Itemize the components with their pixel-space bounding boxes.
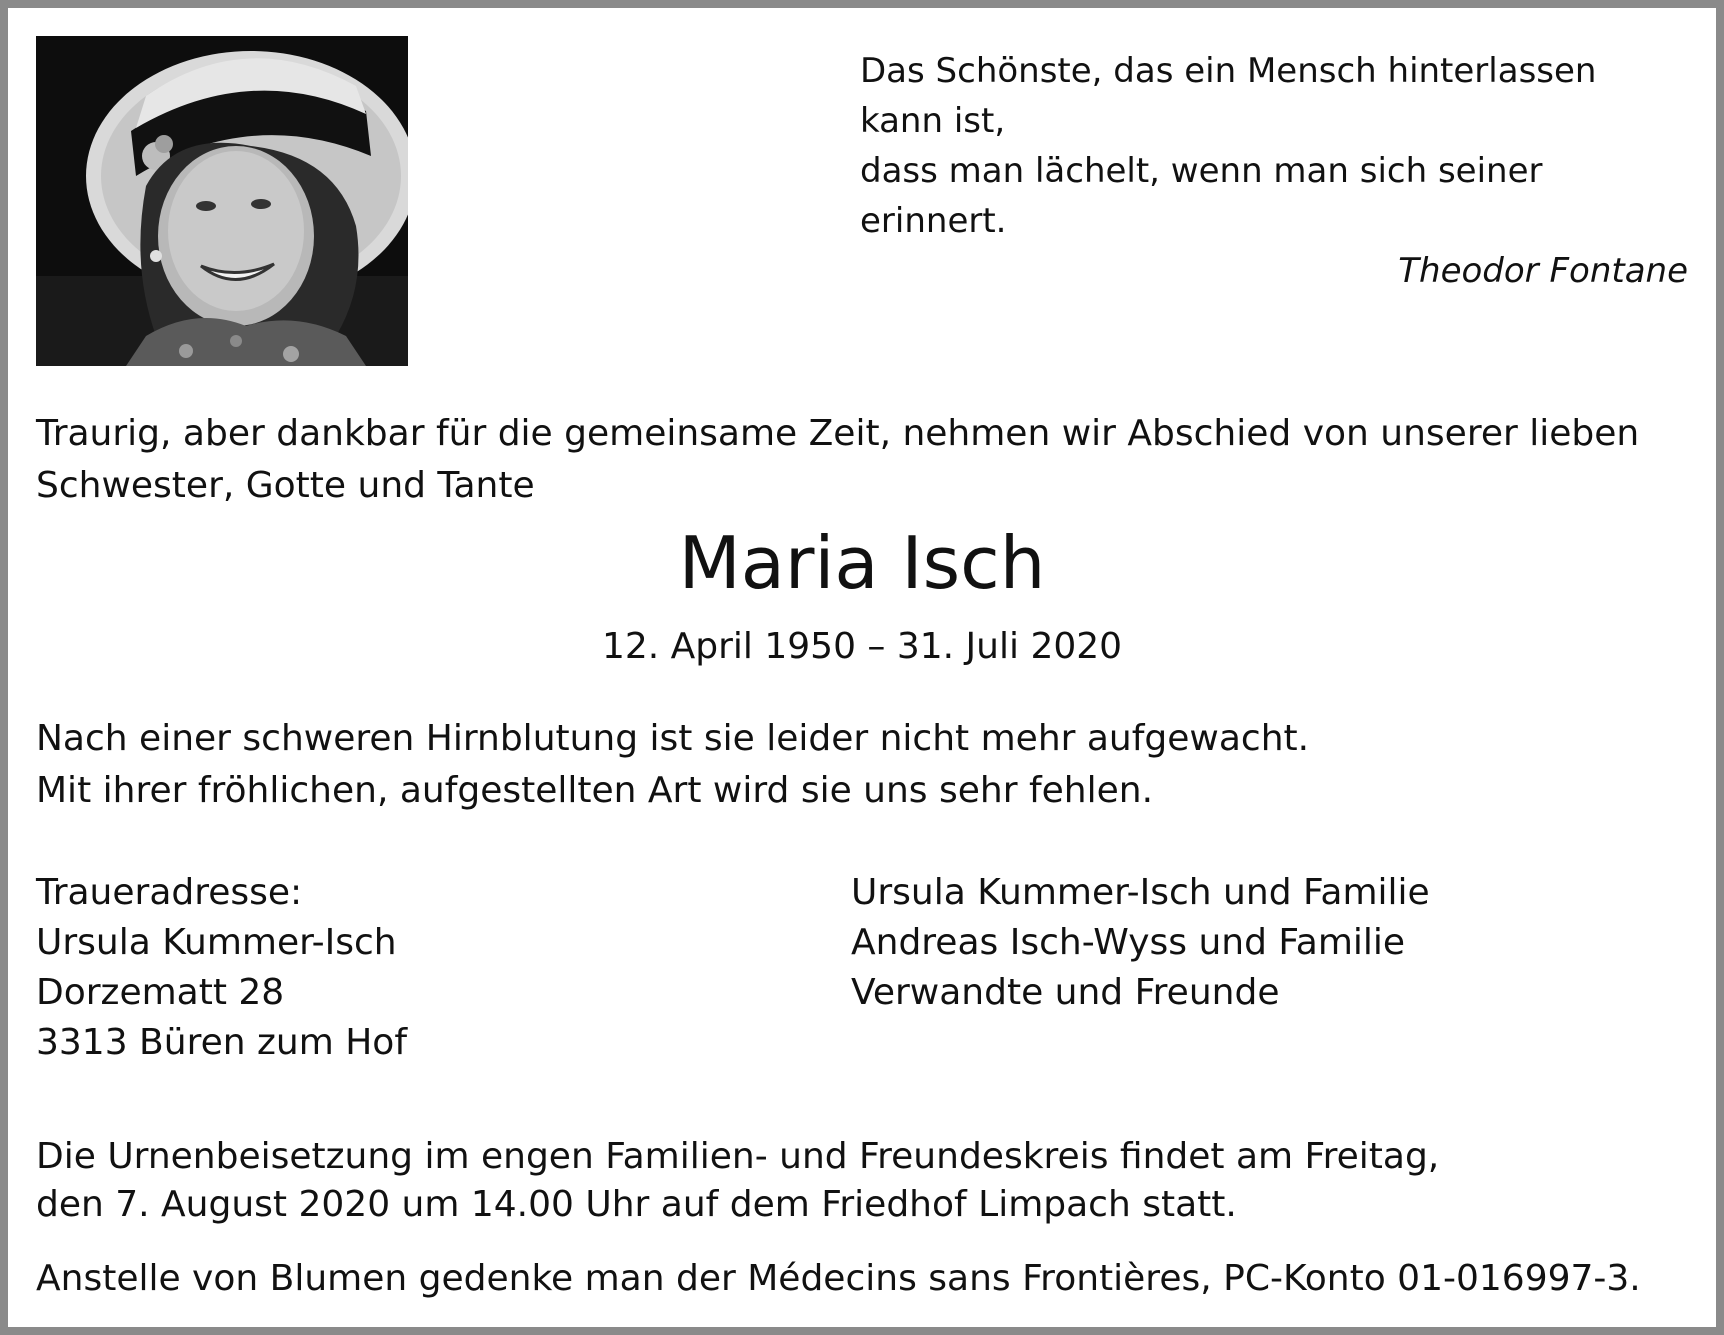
intro-line-2: Schwester, Gotte und Tante — [36, 465, 535, 506]
quote-line-2: dass man lächelt, wenn man sich seiner erinnert. — [860, 151, 1543, 241]
memorial-quote — [788, 46, 1688, 296]
intro-text — [36, 408, 1676, 512]
obituary-card — [8, 8, 1716, 1327]
address-name: Ursula Kummer-Isch — [36, 922, 397, 963]
portrait-photo — [36, 36, 408, 366]
deceased-name: Maria Isch — [678, 521, 1046, 605]
family-line-2: Andreas Isch-Wyss und Familie — [851, 922, 1406, 963]
burial-line-1: Die Urnenbeisetzung im engen Familien- und Freundeskreis findet am Freitag, — [36, 1136, 1440, 1177]
burial-notice — [36, 1133, 1696, 1229]
life-dates: 12. April 1950 – 31. Juli 2020 — [601, 626, 1123, 667]
family-signatures — [851, 868, 1691, 1018]
message-line-1: Nach einer schweren Hirnblutung ist sie leider nicht mehr aufgewacht. — [36, 718, 1310, 759]
mourning-address — [36, 868, 796, 1068]
quote-line-1: Das Schönste, das ein Mensch hinterlassen kann ist, — [860, 51, 1597, 141]
address-street: Dorzematt 28 — [36, 972, 285, 1013]
address-label: Traueradresse: — [36, 872, 303, 913]
address-city: 3313 Büren zum Hof — [36, 1022, 407, 1063]
family-line-1: Ursula Kummer-Isch und Familie — [851, 872, 1430, 913]
burial-line-2: den 7. August 2020 um 14.00 Uhr auf dem Friedhof Limpach statt. — [36, 1184, 1237, 1225]
message-text — [36, 713, 1676, 817]
family-line-3: Verwandte und Freunde — [851, 972, 1280, 1013]
message-line-2: Mit ihrer fröhlichen, aufgestellten Art wird sie uns sehr fehlen. — [36, 770, 1154, 811]
donation-notice: Anstelle von Blumen gedenke man der Médecins sans Frontières, PC-Konto 01-016997-3. — [36, 1258, 1641, 1299]
quote-author: Theodor Fontane — [1398, 251, 1688, 291]
intro-line-1: Traurig, aber dankbar für die gemeinsame Zeit, nehmen wir Abschied von unserer lieben — [36, 413, 1640, 454]
